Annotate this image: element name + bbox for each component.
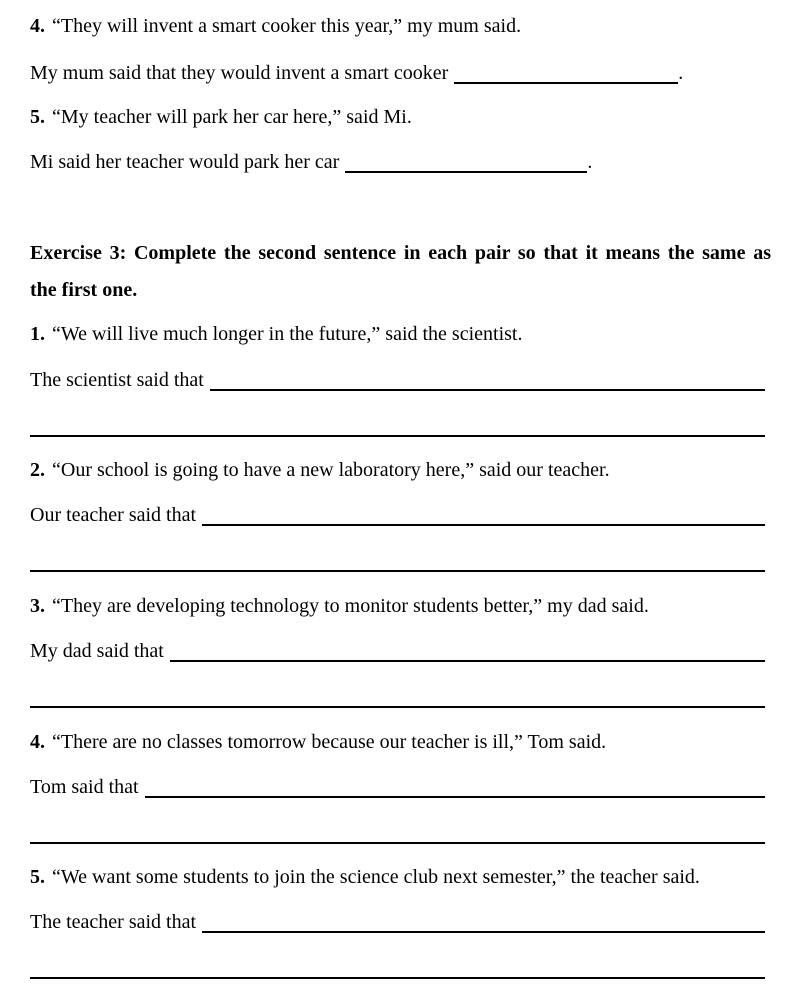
rewrite-row [30, 774, 765, 800]
rewrite-sentence: The teacher said that [30, 911, 197, 933]
answer-blank[interactable] [202, 524, 765, 526]
rewrite-sentence: Our teacher said that [30, 504, 197, 526]
item-number: 4. [30, 731, 45, 753]
item-number: 3. [30, 595, 45, 617]
item-number: 5. [30, 866, 45, 888]
item-number: 5. [30, 106, 45, 128]
rewrite-sentence: Mi said her teacher would park her car [30, 151, 340, 173]
quoted-sentence: “They are developing technology to monitor students better,” my dad said. [52, 595, 649, 617]
continuation-blank-line[interactable] [30, 570, 765, 572]
item-number: 2. [30, 459, 45, 481]
rewrite-sentence: My mum said that they would invent a smart cooker [30, 62, 449, 84]
rewrite-row [30, 909, 765, 935]
answer-blank[interactable] [210, 389, 765, 391]
quoted-sentence: “We want some students to join the science club next semester,” the teacher said. [52, 866, 700, 888]
quoted-sentence: “We will live much longer in the future,” said the scientist. [52, 323, 523, 345]
quoted-sentence: “My teacher will park her car here,” said Mi. [52, 106, 412, 128]
continuation-blank-line[interactable] [30, 977, 765, 979]
answer-blank[interactable] [202, 931, 765, 933]
exercise-item-quote [30, 864, 765, 890]
rewrite-sentence: Tom said that [30, 776, 139, 798]
exercise-item-quote [30, 13, 765, 39]
rewrite-row [30, 149, 765, 175]
answer-blank[interactable] [170, 660, 765, 662]
exercise-item-quote [30, 593, 765, 619]
sentence-period: . [678, 62, 684, 84]
exercise-item-quote [30, 729, 765, 755]
answer-blank[interactable] [145, 796, 765, 798]
item-number: 1. [30, 323, 45, 345]
exercise-item-quote [30, 457, 765, 483]
exercise-item-quote [30, 321, 765, 347]
quoted-sentence: “They will invent a smart cooker this year,” my mum said. [52, 15, 522, 37]
continuation-blank-line[interactable] [30, 842, 765, 844]
continuation-blank-line[interactable] [30, 706, 765, 708]
exercise-heading-line2: the first one. [30, 279, 138, 301]
quoted-sentence: “Our school is going to have a new laboratory here,” said our teacher. [52, 459, 610, 481]
answer-blank[interactable] [345, 171, 587, 173]
rewrite-sentence: My dad said that [30, 640, 164, 662]
rewrite-row [30, 367, 765, 393]
rewrite-row [30, 60, 765, 86]
rewrite-row [30, 502, 765, 528]
item-number: 4. [30, 15, 45, 37]
continuation-blank-line[interactable] [30, 435, 765, 437]
exercise-heading-line1: Exercise 3: Complete the second sentence in each pair so that it means the same as [30, 242, 771, 264]
rewrite-sentence: The scientist said that [30, 369, 204, 391]
answer-blank[interactable] [454, 82, 678, 84]
exercise-item-quote [30, 104, 765, 130]
rewrite-row [30, 638, 765, 664]
sentence-period: . [587, 151, 593, 173]
quoted-sentence: “There are no classes tomorrow because our teacher is ill,” Tom said. [52, 731, 607, 753]
